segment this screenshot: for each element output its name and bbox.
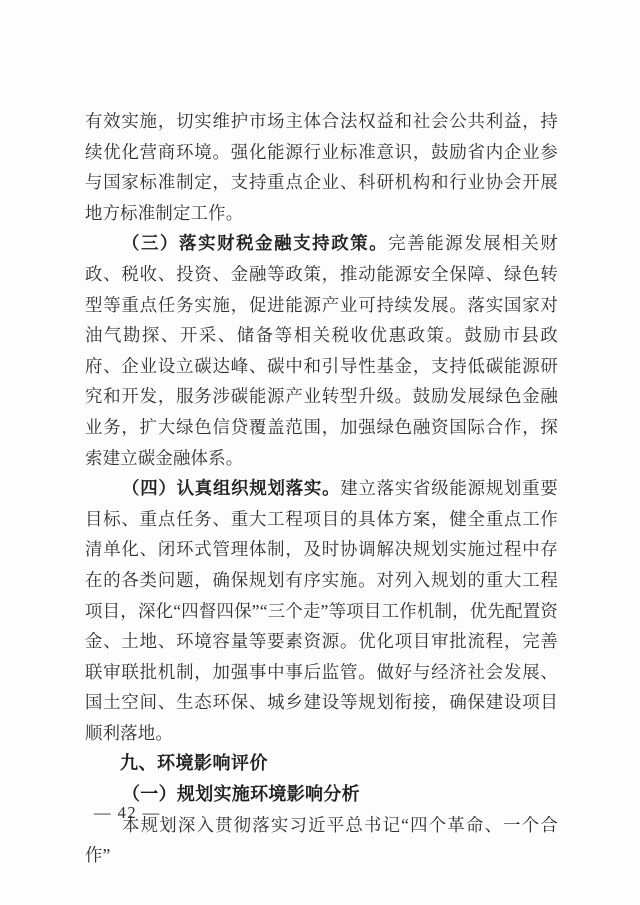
paragraph-text: 建立落实省级能源规划重要目标、重点任务、重大工程项目的具体方案，健全重点工作清单化、闭环式管理体制，及时协调解决规划实施过程中存在的各类问题，确保规划有序实施。对列入规划的重大工程项目，深化“四督四保”“三个走”等项目工作机制，优先配置资金、土地、环境容量等要素资源。优化项目审批流程，完善联审联批机制，加强事中事后监管。做好与经济社会发展、国土空间、生态环保、城乡建设等规划衔接，确保建设项目顺利落地。 <box>85 478 558 743</box>
paragraph-text: 完善能源发展相关财政、税收、投资、金融等政策，推动能源安全保障、绿色转型等重点任务实施，促进能源产业可持续发展。落实国家对油气勘探、开采、储备等相关税收优惠政策。鼓励市县政府、企业设立碳达峰、碳中和引导性基金，支持低碳能源研究和开发，服务涉碳能源产业转型升级。鼓励发展绿色金融业务，扩大绿色信贷覆盖范围，加强绿色融资国际合作，探索建立碳金融体系。 <box>85 233 558 468</box>
paragraph-environment-analysis: 本规划深入贯彻落实习近平总书记“四个革命、一个合作” <box>85 814 558 866</box>
paragraph-fiscal-policy <box>85 228 558 473</box>
paragraph-lead: （四）认真组织规划落实。 <box>122 478 341 499</box>
paragraph-continuation: 有效实施，切实维护市场主体合法权益和社会公共利益，持续优化营商环境。强化能源行业标准意识，鼓励省内企业参与国家标准制定，支持重点企业、科研机构和行业协会开展地方标准制定工作。 <box>85 111 558 223</box>
paragraph-lead: （三）落实财税金融支持政策。 <box>122 233 389 254</box>
paragraph-plan-implementation <box>85 473 558 748</box>
page-number: — 42 — <box>94 803 161 822</box>
subsection-heading: （一）规划实施环境影响分析 <box>122 784 360 805</box>
document-body <box>85 106 558 871</box>
section-heading: 九、环境影响评价 <box>120 753 268 774</box>
